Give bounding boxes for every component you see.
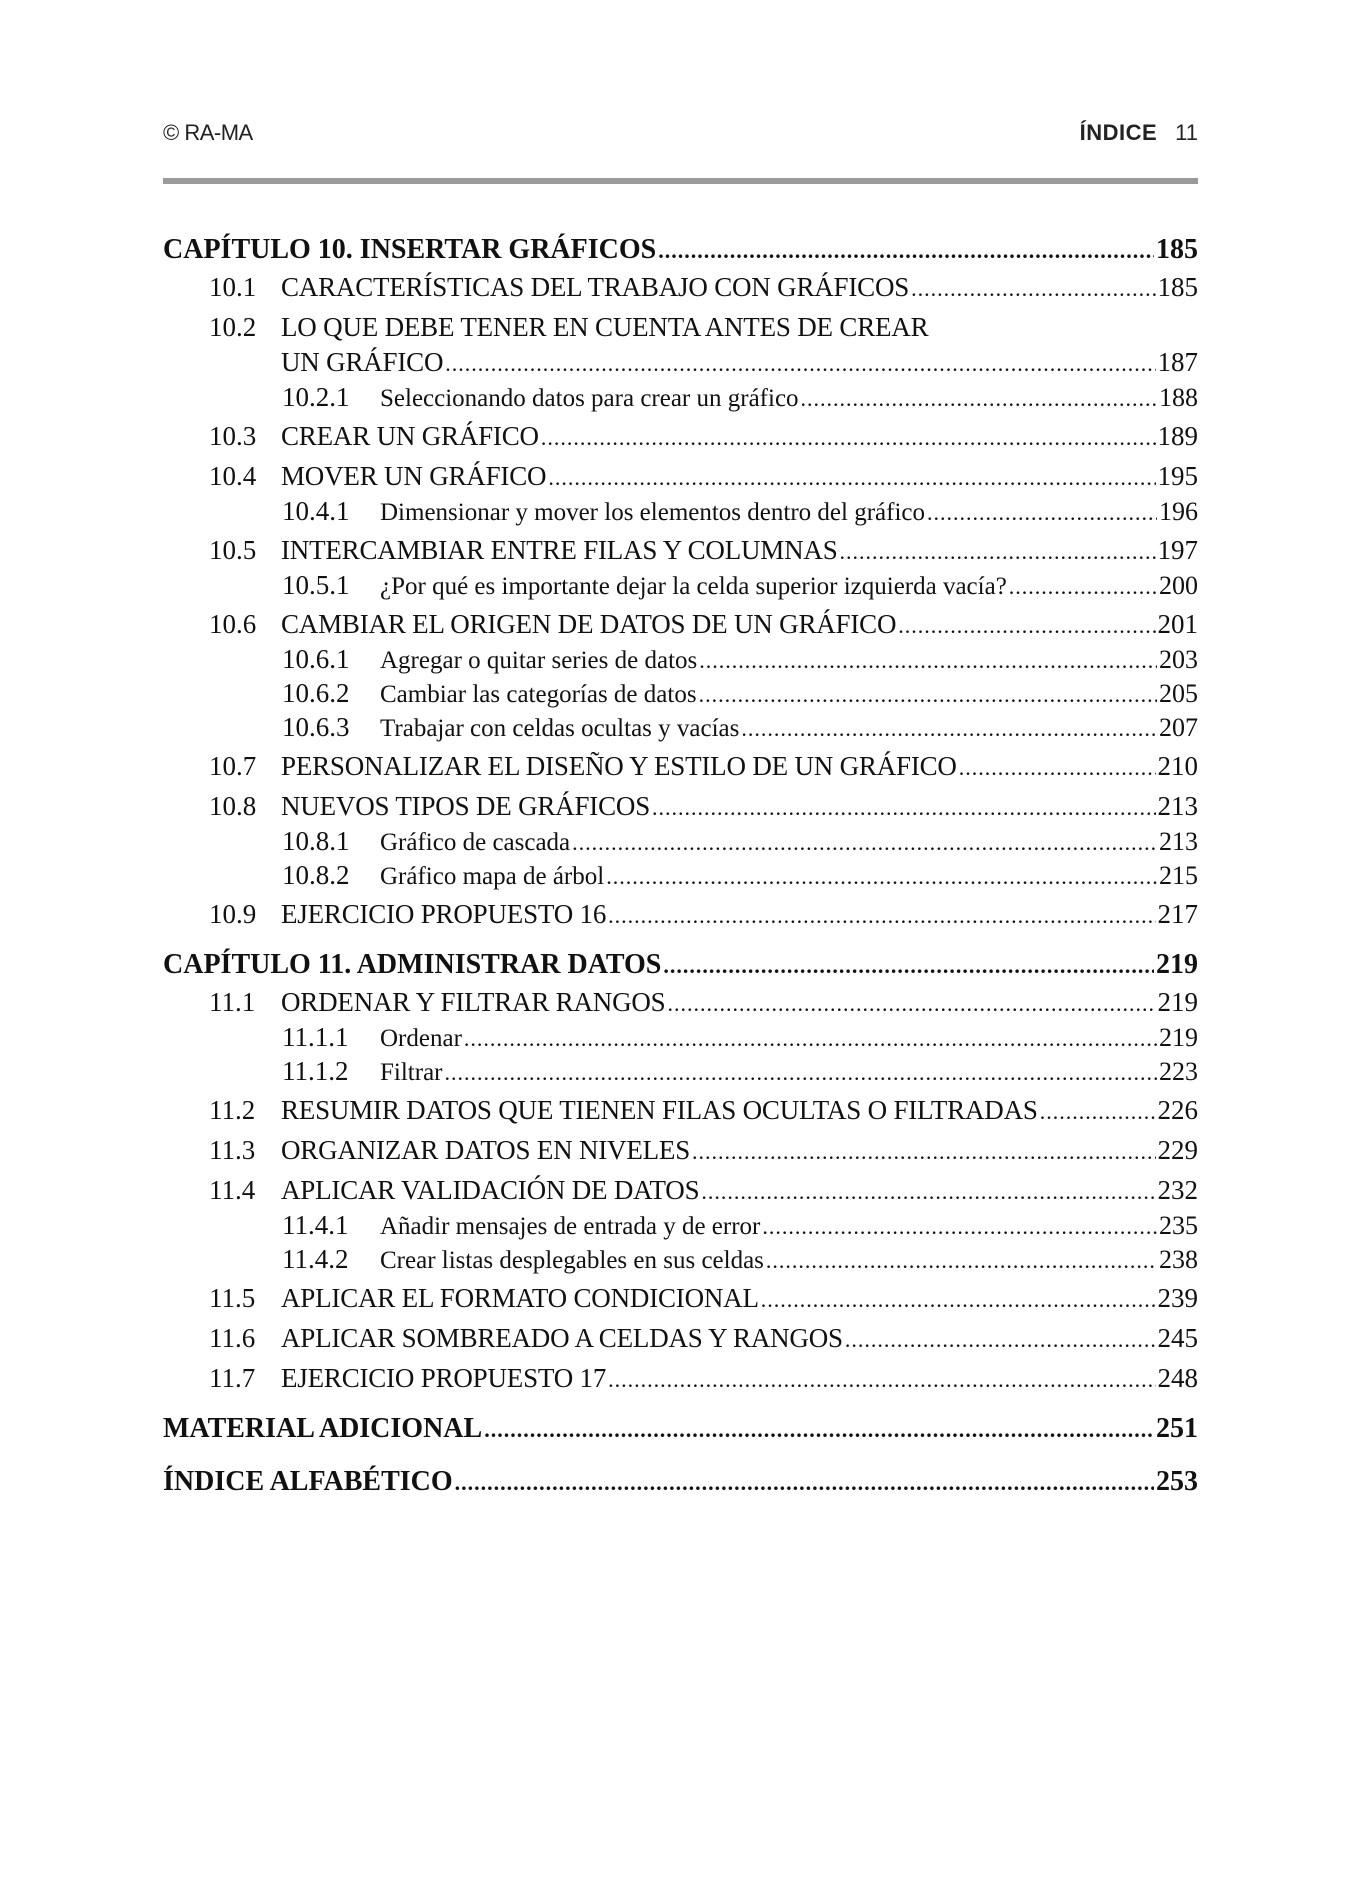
entry-number: 11.4.1 bbox=[282, 1210, 349, 1240]
entry-title: Gráfico de cascada bbox=[380, 829, 571, 856]
entry-title: MOVER UN GRÁFICO bbox=[281, 461, 547, 491]
toc-section-entry bbox=[163, 459, 1198, 494]
entry-page: 226 bbox=[1157, 1095, 1198, 1125]
leader-dots bbox=[692, 1133, 1155, 1169]
leader-dots bbox=[845, 1321, 1156, 1357]
entry-page: 207 bbox=[1159, 713, 1198, 742]
entry-number: 10.7 bbox=[209, 751, 257, 781]
leader-dots bbox=[911, 270, 1155, 306]
leader-dots bbox=[572, 824, 1157, 860]
entry-number: 10.8.1 bbox=[282, 826, 350, 856]
entry-title: Añadir mensajes de entrada y de error bbox=[380, 1213, 761, 1240]
entry-number: 10.4 bbox=[209, 461, 257, 491]
entry-number: 11.4 bbox=[209, 1175, 256, 1205]
leader-dots bbox=[959, 749, 1156, 785]
entry-page: 185 bbox=[1156, 234, 1198, 265]
entry-number: 10.1 bbox=[209, 272, 257, 302]
toc-subsection-entry bbox=[163, 568, 1198, 602]
entry-page: 248 bbox=[1157, 1363, 1198, 1393]
toc-subsection-entry bbox=[163, 642, 1198, 676]
entry-page: 235 bbox=[1159, 1211, 1198, 1240]
entry-page: 210 bbox=[1157, 751, 1198, 781]
leader-dots bbox=[608, 1361, 1155, 1397]
leader-dots bbox=[699, 642, 1157, 678]
leader-dots bbox=[445, 345, 1155, 381]
toc-subsection-entry bbox=[163, 1054, 1198, 1088]
entry-title: NUEVOS TIPOS DE GRÁFICOS bbox=[281, 791, 651, 821]
entry-title: CAMBIAR EL ORIGEN DE DATOS DE UN GRÁFICO bbox=[281, 609, 897, 639]
entry-title: APLICAR SOMBREADO A CELDAS Y RANGOS bbox=[281, 1323, 843, 1353]
entry-number: 10.5 bbox=[209, 535, 257, 565]
leader-dots bbox=[701, 1173, 1155, 1209]
leader-dots bbox=[606, 858, 1157, 894]
entry-title: Crear listas desplegables en sus celdas bbox=[380, 1247, 764, 1274]
entry-number: 11.4.2 bbox=[282, 1244, 349, 1274]
toc-section-entry bbox=[163, 1281, 1198, 1316]
entry-page: 219 bbox=[1157, 987, 1198, 1017]
entry-title: Seleccionando datos para crear un gráfico bbox=[380, 385, 799, 412]
toc-subsection-entry bbox=[163, 858, 1198, 892]
entry-page: 197 bbox=[1157, 535, 1198, 565]
entry-page: 215 bbox=[1159, 861, 1198, 890]
leader-dots bbox=[898, 607, 1155, 643]
entry-page: 187 bbox=[1157, 347, 1198, 377]
entry-title: APLICAR EL FORMATO CONDICIONAL bbox=[281, 1283, 759, 1313]
leader-dots bbox=[840, 533, 1156, 569]
leader-dots bbox=[1040, 1093, 1156, 1129]
header-right bbox=[1080, 120, 1198, 146]
entry-number: 10.6 bbox=[209, 609, 257, 639]
entry-number: 10.6.3 bbox=[282, 712, 350, 742]
leader-dots bbox=[652, 789, 1155, 825]
leader-dots bbox=[484, 1409, 1154, 1450]
entry-title: RESUMIR DATOS QUE TIENEN FILAS OCULTAS O FILTRADAS bbox=[281, 1095, 1038, 1125]
entry-title: APLICAR VALIDACIÓN DE DATOS bbox=[281, 1175, 700, 1205]
entry-title: ORGANIZAR DATOS EN NIVELES bbox=[281, 1135, 691, 1165]
entry-page: 219 bbox=[1156, 949, 1198, 980]
leader-dots bbox=[668, 985, 1156, 1021]
entry-number: 11.7 bbox=[209, 1363, 256, 1393]
entry-page: 205 bbox=[1159, 679, 1198, 708]
entry-page: 201 bbox=[1157, 609, 1198, 639]
section-name: ÍNDICE bbox=[1079, 120, 1158, 145]
entry-title: Agregar o quitar series de datos bbox=[380, 647, 698, 674]
entry-title: ÍNDICE ALFABÉTICO bbox=[163, 1466, 453, 1497]
entry-number: 10.8 bbox=[209, 791, 257, 821]
publisher-copyright: © RA-MA bbox=[163, 120, 253, 145]
entry-title: Ordenar bbox=[380, 1025, 462, 1052]
toc-subsection-entry bbox=[163, 494, 1198, 528]
toc-section-entry bbox=[163, 985, 1198, 1020]
toc-chapter-entry bbox=[163, 1462, 1198, 1502]
entry-number: 11.2 bbox=[209, 1095, 256, 1125]
table-of-contents bbox=[163, 230, 1198, 1502]
toc-subsection-entry bbox=[163, 1020, 1198, 1054]
toc-subsection-entry bbox=[163, 824, 1198, 858]
entry-page: 195 bbox=[1157, 461, 1198, 491]
entry-page: 213 bbox=[1157, 791, 1198, 821]
entry-number: 10.2 bbox=[209, 312, 257, 342]
leader-dots bbox=[741, 710, 1157, 746]
entry-title: UN GRÁFICO bbox=[281, 347, 444, 377]
entry-page: 185 bbox=[1157, 272, 1198, 302]
toc-subsection-entry bbox=[163, 380, 1198, 414]
entry-page: 219 bbox=[1159, 1023, 1198, 1052]
entry-number: 10.9 bbox=[209, 899, 257, 929]
entry-number: 11.1.1 bbox=[282, 1022, 349, 1052]
toc-section-entry bbox=[163, 749, 1198, 784]
toc-subsection-entry bbox=[163, 676, 1198, 710]
entry-number: 10.3 bbox=[209, 421, 257, 451]
leader-dots bbox=[927, 494, 1157, 530]
toc-section-entry bbox=[163, 533, 1198, 568]
entry-number: 10.4.1 bbox=[282, 496, 350, 526]
entry-title: CAPÍTULO 11. ADMINISTRAR DATOS bbox=[163, 949, 662, 980]
entry-page: 238 bbox=[1159, 1245, 1198, 1274]
leader-dots bbox=[766, 1242, 1157, 1278]
entry-page: 200 bbox=[1159, 571, 1198, 600]
toc-section-entry bbox=[163, 607, 1198, 642]
leader-dots bbox=[801, 380, 1157, 416]
entry-number: 11.6 bbox=[209, 1323, 256, 1353]
toc-subsection-entry bbox=[163, 1208, 1198, 1242]
toc-section-entry bbox=[163, 897, 1198, 932]
toc-section-entry bbox=[163, 270, 1198, 305]
toc-section-entry bbox=[163, 419, 1198, 454]
entry-page: 229 bbox=[1157, 1135, 1198, 1165]
toc-section-entry bbox=[163, 789, 1198, 824]
entry-page: 203 bbox=[1159, 645, 1198, 674]
entry-page: 251 bbox=[1156, 1413, 1198, 1444]
entry-number: 11.5 bbox=[209, 1283, 256, 1313]
toc-section-entry bbox=[163, 1133, 1198, 1168]
entry-title: EJERCICIO PROPUESTO 16 bbox=[281, 899, 607, 929]
entry-page: 223 bbox=[1159, 1057, 1198, 1086]
entry-number: 10.6.1 bbox=[282, 644, 350, 674]
entry-title: INTERCAMBIAR ENTRE FILAS Y COLUMNAS bbox=[281, 535, 838, 565]
entry-number: 10.8.2 bbox=[282, 860, 350, 890]
entry-title: CREAR UN GRÁFICO bbox=[281, 421, 539, 451]
entry-page: 253 bbox=[1156, 1466, 1198, 1497]
toc-chapter-entry bbox=[163, 945, 1198, 985]
toc-chapter-entry bbox=[163, 230, 1198, 270]
entry-title: Trabajar con celdas ocultas y vacías bbox=[380, 715, 740, 742]
entry-page: 213 bbox=[1159, 827, 1198, 856]
toc-subsection-entry bbox=[163, 710, 1198, 744]
entry-page: 188 bbox=[1159, 383, 1198, 412]
leader-dots bbox=[1009, 568, 1157, 604]
leader-dots bbox=[663, 945, 1154, 986]
leader-dots bbox=[699, 676, 1157, 712]
entry-page: 239 bbox=[1157, 1283, 1198, 1313]
toc-section-entry bbox=[163, 1173, 1198, 1208]
leader-dots bbox=[464, 1020, 1157, 1056]
leader-dots bbox=[761, 1281, 1156, 1317]
entry-title: Cambiar las categorías de datos bbox=[380, 681, 697, 708]
entry-title: Filtrar bbox=[380, 1059, 443, 1086]
entry-number: 11.1 bbox=[209, 987, 256, 1017]
leader-dots bbox=[608, 897, 1155, 933]
entry-title: EJERCICIO PROPUESTO 17 bbox=[281, 1363, 607, 1393]
entry-number: 11.1.2 bbox=[282, 1056, 349, 1086]
entry-number: 10.5.1 bbox=[282, 570, 350, 600]
entry-page: 217 bbox=[1157, 899, 1198, 929]
entry-page: 196 bbox=[1159, 497, 1198, 526]
entry-title: Dimensionar y mover los elementos dentro del gráfico bbox=[380, 499, 925, 526]
leader-dots bbox=[445, 1054, 1158, 1090]
toc-section-entry bbox=[163, 1093, 1198, 1128]
entry-title: MATERIAL ADICIONAL bbox=[163, 1413, 483, 1444]
entry-number: 10.2.1 bbox=[282, 382, 350, 412]
entry-title: CARACTERÍSTICAS DEL TRABAJO CON GRÁFICOS bbox=[281, 272, 910, 302]
toc-section-entry bbox=[163, 310, 1198, 345]
entry-number: 10.6.2 bbox=[282, 678, 350, 708]
entry-title: ORDENAR Y FILTRAR RANGOS bbox=[281, 987, 666, 1017]
toc-subsection-entry bbox=[163, 1242, 1198, 1276]
toc-section-entry bbox=[163, 1361, 1198, 1396]
leader-dots bbox=[762, 1208, 1157, 1244]
header-rule bbox=[163, 178, 1198, 184]
entry-page: 245 bbox=[1157, 1323, 1198, 1353]
leader-dots bbox=[455, 1462, 1154, 1503]
toc-section-entry bbox=[163, 1321, 1198, 1356]
entry-title: PERSONALIZAR EL DISEÑO Y ESTILO DE UN GRÁFICO bbox=[281, 751, 957, 781]
entry-title: LO QUE DEBE TENER EN CUENTA ANTES DE CREAR bbox=[281, 312, 929, 342]
entry-number: 11.3 bbox=[209, 1135, 256, 1165]
entry-title: ¿Por qué es importante dejar la celda superior izquierda vacía? bbox=[380, 573, 1007, 600]
toc-section-entry-continued bbox=[163, 345, 1198, 380]
toc-chapter-entry bbox=[163, 1409, 1198, 1449]
leader-dots bbox=[658, 230, 1154, 271]
entry-title: Gráfico mapa de árbol bbox=[380, 863, 605, 890]
running-header bbox=[163, 118, 1198, 152]
entry-page: 189 bbox=[1157, 421, 1198, 451]
leader-dots bbox=[548, 459, 1155, 495]
entry-title: CAPÍTULO 10. INSERTAR GRÁFICOS bbox=[163, 234, 657, 265]
leader-dots bbox=[541, 419, 1156, 455]
entry-page: 232 bbox=[1157, 1175, 1198, 1205]
page-number: 11 bbox=[1175, 120, 1198, 145]
